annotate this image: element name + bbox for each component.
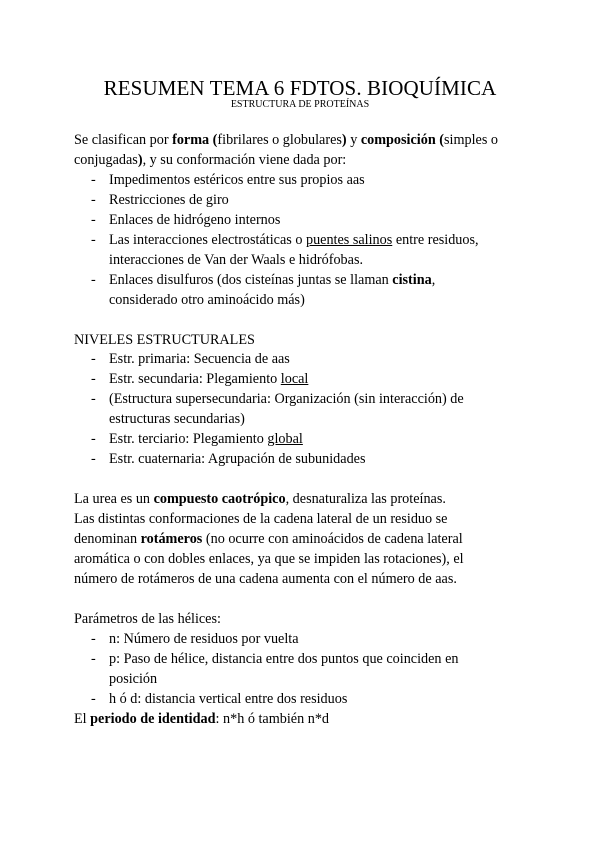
list-item: Enlaces de hidrógeno internos (109, 212, 281, 228)
text-run: , desnaturaliza las proteínas. (285, 491, 446, 507)
list-bullet: - (91, 232, 96, 248)
text-run: La urea es un (74, 491, 154, 507)
list-bullet: - (91, 351, 96, 367)
list-item: Estr. primaria: Secuencia de aas (109, 351, 290, 367)
bold-term-periodo-identidad: periodo de identidad (90, 711, 216, 727)
bold-term-caotropico: compuesto caotrópico (153, 491, 286, 507)
underlined-term: local (280, 371, 309, 387)
section-heading: NIVELES ESTRUCTURALES (74, 332, 255, 348)
list-item (109, 231, 479, 249)
page-subtitle: ESTRUCTURA DE PROTEÍNAS (230, 99, 370, 110)
list-item-continuation: interacciones de Van der Waals e hidrófobas. (109, 252, 364, 268)
text-run: simples o (443, 132, 498, 148)
text-run: , (431, 272, 436, 288)
list-item: h ó d: distancia vertical entre dos residuos (109, 691, 348, 707)
list-bullet: - (91, 451, 96, 467)
list-item: (Estructura supersecundaria: Organización (sin interacción) de (109, 391, 464, 407)
list-bullet: - (91, 192, 96, 208)
text-run: ) (341, 132, 347, 148)
list-item: p: Paso de hélice, distancia entre dos puntos que coinciden en (109, 651, 459, 667)
text-run: fibrilares o globulares (217, 132, 342, 148)
page-title: RESUMEN TEMA 6 FDTOS. BIOQUÍMICA (103, 76, 497, 100)
text-run: conjugadas (74, 152, 138, 168)
list-bullet: - (91, 172, 96, 188)
list-item: Restricciones de giro (109, 192, 229, 208)
list-item-continuation: posición (109, 671, 158, 687)
bold-term-cistina: cistina (392, 272, 432, 288)
section-heading: Parámetros de las hélices: (74, 611, 221, 627)
text-run: (no ocurre con aminoácidos de cadena lateral (202, 531, 463, 547)
text-run: El (74, 711, 91, 727)
paragraph-line: número de rotámeros de una cadena aumenta con el número de aas. (74, 571, 457, 587)
list-bullet: - (91, 691, 96, 707)
list-item (109, 430, 303, 448)
list-bullet: - (91, 371, 96, 387)
bold-term-composicion: composición ( (360, 132, 444, 148)
text-run: Estr. secundaria: Plegamiento (109, 371, 281, 387)
bold-term-rotameros: rotámeros (140, 531, 203, 547)
text-run: denominan (74, 531, 141, 547)
underlined-term: global (267, 431, 303, 447)
underlined-term: puentes salinos (305, 232, 393, 248)
list-bullet: - (91, 651, 96, 667)
list-bullet: - (91, 272, 96, 288)
paragraph-line (74, 490, 446, 508)
text-run: Estr. terciario: Plegamiento (109, 431, 268, 447)
text-run: Las interacciones electrostáticas o (109, 232, 306, 248)
list-item-continuation: considerado otro aminoácido más) (109, 292, 305, 308)
bold-term-forma: forma ( (172, 132, 218, 148)
text-run: entre residuos, (392, 232, 479, 248)
paragraph-line: aromática o con dobles enlaces, ya que se impiden las rotaciones), el (74, 551, 464, 567)
text-run: Se clasifican por (74, 132, 173, 148)
text-run: , y su conformación viene dada por: (142, 152, 347, 168)
list-bullet: - (91, 391, 96, 407)
paragraph-line: Las distintas conformaciones de la cadena lateral de un residuo se (74, 511, 448, 527)
list-item: Impedimentos estéricos entre sus propios aas (109, 172, 365, 188)
text-run: Enlaces disulfuros (dos cisteínas juntas se llaman (109, 272, 393, 288)
list-bullet: - (91, 212, 96, 228)
list-item: n: Número de residuos por vuelta (109, 631, 299, 647)
paragraph-line (74, 530, 463, 548)
text-run: : n*h ó también n*d (215, 711, 330, 727)
list-item (109, 370, 308, 388)
list-item (109, 271, 435, 289)
list-bullet: - (91, 631, 96, 647)
intro-line-2 (74, 151, 346, 169)
paragraph-line (74, 710, 329, 728)
text-run: ) (137, 152, 143, 168)
intro-line-1 (74, 131, 498, 149)
list-item-continuation: estructuras secundarias) (109, 411, 245, 427)
list-bullet: - (91, 431, 96, 447)
list-item: Estr. cuaternaria: Agrupación de subunidades (109, 451, 366, 467)
text-run: y (346, 132, 361, 148)
